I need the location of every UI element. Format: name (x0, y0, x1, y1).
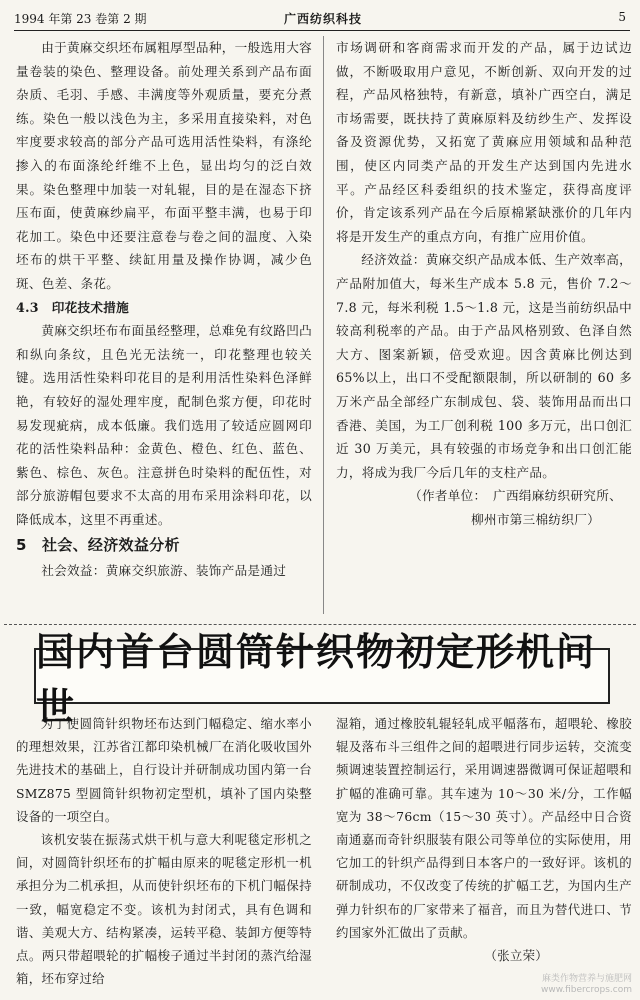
section-heading: 5 社会、经济效益分析 (16, 536, 180, 555)
column-right-top (336, 36, 632, 531)
subsection-heading: 4.3 印花技术措施 (16, 299, 130, 315)
column-left-top (16, 36, 312, 583)
paragraph-printing: 黄麻交织坯布布面虽经整理，总难免有纹路凹凸和纵向条纹，且色光无法统一，印花整理也较关键。选用活性染料印花目的是利用活性染料色泽鲜艳，有较好的湿处理牢度，配制色浆方便，印花时易发现疵病，成本低廉。我们选用了较适应圆网印花的活性染料品种：金黄色、橙色、红色、蓝色、紫色、棕色、灰色。注意拼色时染料的配伍性，对部分旅游帽包要求不太高的用布采用涂料印花，以降低成本，这里不再重述。 (16, 323, 312, 527)
paragraph-operation: 湿箱，通过橡胶轧辊轻轧成平幅落布，超喂轮、橡胶辊及落布斗三组件之间的超喂进行同步运转，交流变频调速装置控制运行，采用调速器微调可保证超喂和扩幅的准确可靠。其车速为 10～30 米/分，工作幅宽为 38～76cm（15～30 英寸）。产品经中日合资南通嘉而奇针织服装有限公司等单位的实际使用，用它加工的针织产品得到日本客户的一致好评。该机的研制成功，不仅改变了传统的扩幅工艺，为国内生产弹力针织布的厂家带来了福音，而且为替代进口、节约国家外汇做出了贡献。 (336, 716, 632, 940)
paragraph-social-benefit: 社会效益：黄麻交织旅游、装饰产品是通过 (41, 563, 287, 579)
article-title: 国内首台圆筒针织物初定形机问世 (36, 630, 597, 729)
article-byline: （张立荣） (484, 948, 548, 964)
watermark-line1: 麻类作物营养与施肥网 (541, 974, 632, 984)
journal-name: 广西纺织科技 (284, 12, 363, 26)
article-title-banner (34, 630, 610, 729)
running-header (14, 4, 630, 31)
author-affiliation-line1: （作者单位： 广西绢麻纺织研究所、 (409, 488, 622, 504)
author-affiliation-line2: 柳州市第三棉纺织厂） (471, 511, 600, 527)
paragraph-market: 市场调研和客商需求而开发的产品，属于边试边做，不断吸取用户意见，不断创新、双向开发的过程，产品风格独特，有新意，填补广西空白，满足市场需要，既扶持了黄麻原料及纺纱生产、发挥设备及资源优势，又拓宽了黄麻应用领域和品种范围，使区内同类产品的开发生产达到国内先进水平。产品经区科委组织的技术鉴定，获得高度评价，肯定该系列产品在今后原棉紧缺涨价的几年内将是开发生产的重点方向，有推广应用价值。 (336, 40, 632, 244)
watermark-line2: www.fibercrops.com (541, 985, 632, 995)
paragraph-intro: 为了使圆筒针织物坯布达到门幅稳定、缩水率小的理想效果，江苏省江都印染机械厂在消化吸收国外先进技术的基础上，自行设计并研制成功国内第一台 SMZ875 型圆筒针织物初定型机，填补了国内染整设备的一项空白。 (16, 716, 312, 824)
paragraph-economic-benefit: 经济效益：黄麻交织产品成本低、生产效率高，产品附加值大，每米生产成本 5.8 元，售价 7.2～7.8 元，每米利税 1.5～1.8 元，这是当前纺织品中较高利税率的产品。由于产品风格别致、色泽自然大方、图案新颖，倍受欢迎。因含黄麻比例达到 65%以上，出口不受配额限制，所以研制的 60 多万米产品全部经广东制成包、袋、装饰用品而出口香港、美国，为工厂创利税 100 多万元，出口创汇近 30 万美元，具有较强的市场竞争和出口创汇能力，将成为我厂今后几年的支柱产品。 (336, 252, 632, 480)
site-watermark (541, 974, 632, 996)
paragraph-installation: 该机安装在振荡式烘干机与意大利呢毯定形机之间，对圆筒针织坯布的扩幅由原来的呢毯定形机一机承担分为二机承担，从而使针织坯布的下机门幅保持一致，幅宽稳定不变。该机为封闭式，具有色调和谐、美观大方、结构紧凑，运转平稳、装卸方便等特点。两只带超喂轮的扩幅梭子通过半封闭的蒸汽给湿箱，坯布穿过给 (16, 832, 312, 987)
column-divider (323, 36, 324, 614)
issue-info: 1994 年第 23 卷第 2 期 (14, 12, 147, 26)
column-right-bottom (336, 712, 632, 967)
page-number: 5 (618, 10, 626, 24)
paragraph-dyeing: 由于黄麻交织坯布属粗厚型品种，一般选用大容量卷装的染色、整理设备。前处理关系到产品布面杂质、毛羽、手感、丰满度等外观质量，要充分煮练。染色一般以浅色为主，多采用直接染料，对色牢度要求较高的部分产品可选用活性染料，有涤纶掺入的布面涤纶纤维不上色，显出均匀的泛白效果。染色整理中加装一对轧辊，目的是在湿态下挤压布面，使黄麻纱扁平，布面平整丰满，也易于印花加工。染色中还要注意卷与卷之间的温度、入染坯布的烘干平整、续缸用量及操作协调，减少色斑、色差、条花。 (16, 40, 312, 291)
column-left-bottom (16, 712, 312, 990)
